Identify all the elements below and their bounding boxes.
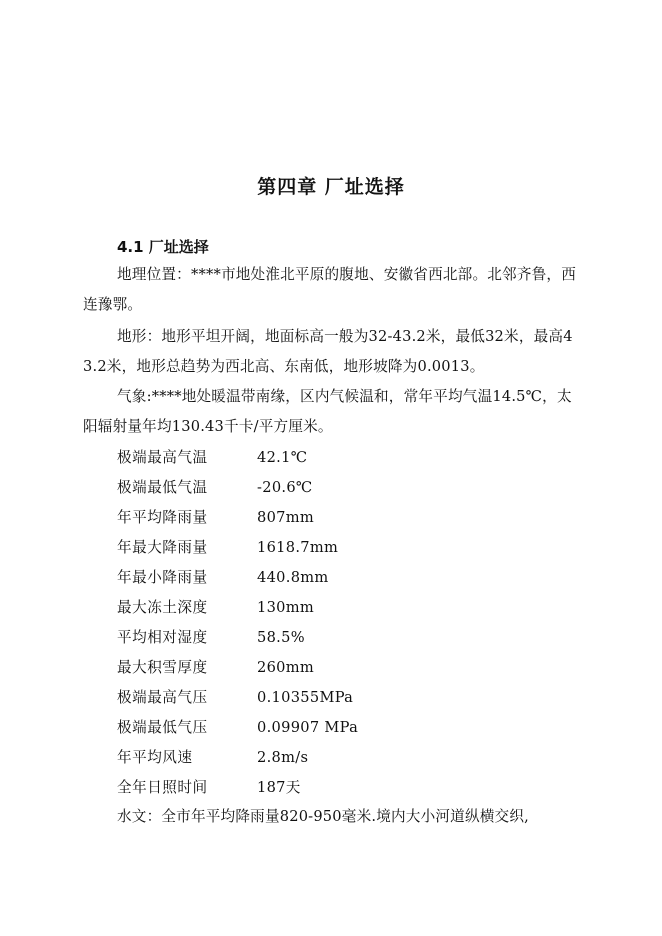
climate-label: 全年日照时间 xyxy=(117,779,208,796)
climate-row xyxy=(117,743,358,773)
climate-label: 年平均风速 xyxy=(117,749,193,766)
climate-row xyxy=(117,563,358,593)
climate-value: 0.09907 MPa xyxy=(257,719,359,736)
climate-value: 1618.7mm xyxy=(257,539,339,556)
climate-value: 187天 xyxy=(257,779,301,796)
section-heading: 4.1 厂址选择 xyxy=(117,238,209,256)
climate-label: 平均相对湿度 xyxy=(117,629,208,646)
paragraph-hydrology: 水文：全市年平均降雨量820-950毫米.境内大小河道纵横交织, xyxy=(117,808,529,825)
climate-row xyxy=(117,683,358,713)
climate-value: 2.8m/s xyxy=(257,749,309,766)
climate-table xyxy=(117,443,358,803)
climate-label: 最大冻土深度 xyxy=(117,599,208,616)
climate-value: 130mm xyxy=(257,599,315,616)
climate-label: 年平均降雨量 xyxy=(117,509,208,526)
climate-label: 年最大降雨量 xyxy=(117,539,208,556)
climate-label: 年最小降雨量 xyxy=(117,569,208,586)
climate-label: 极端最低气温 xyxy=(117,479,208,496)
climate-row xyxy=(117,533,358,563)
climate-row xyxy=(117,653,358,683)
paragraph-location: 地理位置：****市地处淮北平原的腹地、安徽省西北部。北邻齐鲁，西连豫鄂。 xyxy=(83,266,577,313)
climate-value: 260mm xyxy=(257,659,315,676)
climate-value: 42.1℃ xyxy=(257,449,308,466)
climate-label: 极端最低气压 xyxy=(117,719,208,736)
climate-row xyxy=(117,773,358,803)
climate-value: -20.6℃ xyxy=(257,479,313,496)
climate-value: 440.8mm xyxy=(257,569,329,586)
climate-row xyxy=(117,473,358,503)
climate-value: 58.5% xyxy=(257,629,305,646)
paragraph-climate: 气象:****地处暖温带南缘，区内气候温和，常年平均气温14.5℃，太阳辐射量年均130.43千卡/平方厘米。 xyxy=(83,388,572,435)
paragraph-terrain: 地形：地形平坦开阔，地面标高一般为32-43.2米，最低32米，最高43.2米，地形总趋势为西北高、东南低，地形坡降为0.0013。 xyxy=(83,328,573,375)
climate-row xyxy=(117,623,358,653)
climate-value: 807mm xyxy=(257,509,315,526)
climate-row xyxy=(117,443,358,473)
climate-value: 0.10355MPa xyxy=(257,689,354,706)
climate-label: 最大积雪厚度 xyxy=(117,659,208,676)
chapter-title: 第四章 厂址选择 xyxy=(257,176,405,198)
climate-row xyxy=(117,593,358,623)
climate-label: 极端最高气压 xyxy=(117,689,208,706)
climate-row xyxy=(117,713,358,743)
climate-row xyxy=(117,503,358,533)
climate-label: 极端最高气温 xyxy=(117,449,208,466)
